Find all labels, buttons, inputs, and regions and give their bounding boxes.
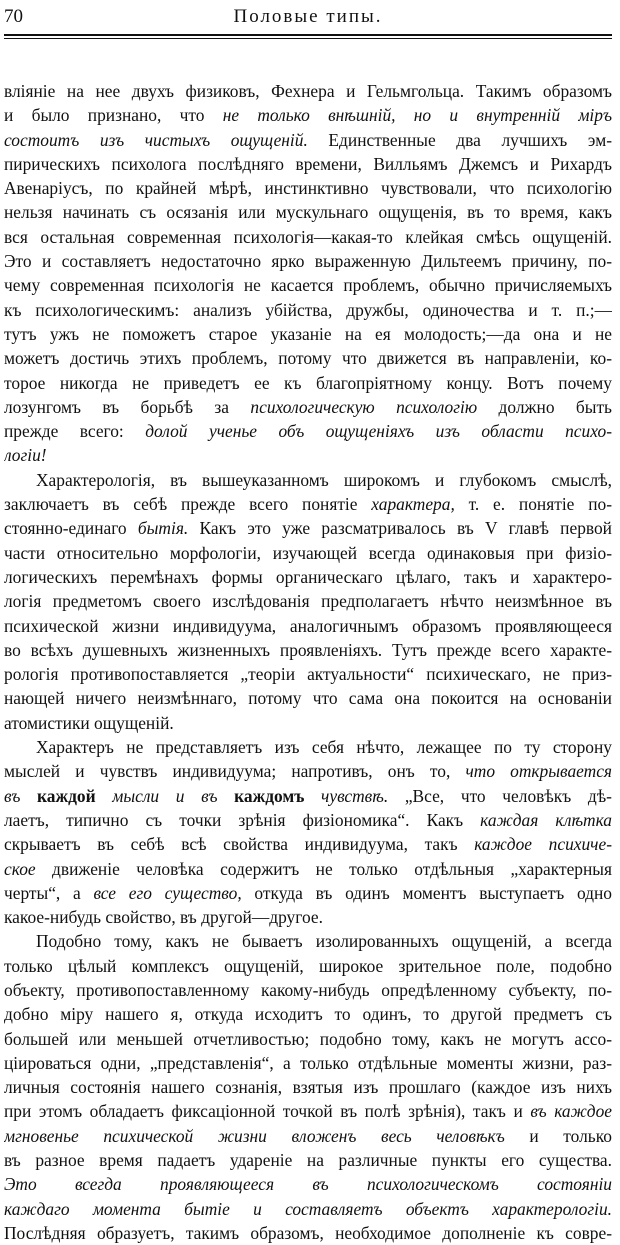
text-run: и только	[504, 1125, 612, 1146]
text-line	[4, 881, 612, 905]
italic-text: мгновенье психической жизни вложенъ весь человѣкъ	[4, 1125, 505, 1146]
text-line	[4, 832, 612, 856]
text-run: торое никогда не приведетъ ее къ благопріятному концу. Вотъ почему	[4, 372, 612, 393]
text-line	[4, 516, 612, 540]
text-run: Характерологія, въ вышеуказанномъ широкомъ и глубокомъ смыслѣ,	[36, 469, 612, 490]
text-run: чему современная психологія не касается проблемъ, обычно причисляемыхъ	[4, 275, 612, 296]
text-run: большей или меньшей отчетливостью; подобно тому, какъ не могутъ ассо-	[4, 1028, 612, 1049]
page-number: 70	[4, 6, 23, 27]
text-line	[4, 492, 612, 516]
text-run: только цѣлый комплексъ ощущеній, широкое зрительное поле, подобно	[4, 955, 612, 976]
italic-text: ское	[4, 858, 36, 879]
text-run: личныя состоянія нашего сознанія, взятыя изъ прошлаго (каждое изъ нихъ	[4, 1077, 612, 1098]
text-line	[4, 1027, 612, 1051]
text-run: вліяніе на нее двухъ физиковъ, Фехнера и Гельмгольца. Такимъ образомъ	[4, 81, 612, 101]
running-header	[4, 4, 612, 30]
text-run: движеніе человѣка содержитъ не только отдѣльныя „характерныя	[35, 858, 612, 879]
text-run: прежде всего:	[4, 421, 146, 442]
text-run: нающей ничего неизмѣннаго, потому что сама она покоится на основаніи	[4, 688, 612, 709]
body-text	[4, 79, 612, 1245]
text-line	[4, 857, 612, 881]
italic-text: не только внѣшній, но и внутренній міръ	[222, 105, 612, 126]
italic-text: въ каждое	[530, 1101, 612, 1122]
italic-text: характера,	[371, 494, 455, 515]
text-line	[4, 419, 612, 443]
text-run: можетъ достичь этихъ проблемъ, потому что движется въ направленіи, ко-	[4, 348, 612, 369]
text-line	[4, 395, 612, 419]
running-title: Половые типы.	[233, 6, 383, 27]
italic-text: каждая клѣтка	[480, 809, 612, 830]
text-run: логическихъ перемѣнахъ формы органическаго цѣлаго, такъ и характеро-	[4, 566, 612, 587]
text-line	[4, 978, 612, 1002]
text-line	[4, 1099, 612, 1123]
text-line	[4, 128, 612, 152]
italic-text: все его существо,	[93, 882, 242, 903]
text-line	[4, 1051, 612, 1075]
text-run: атомистики ощущеній.	[4, 712, 174, 733]
text-run: части относительно морфологіи, изучающей всегда одинаковыя при физіо-	[4, 542, 612, 563]
text-line	[4, 103, 612, 127]
text-line	[4, 1148, 612, 1172]
text-run: мыслей и чувствъ индивидуума; напротивъ, онъ то,	[4, 761, 466, 782]
text-line	[4, 1221, 612, 1245]
text-run: откуда въ одинъ моментъ выступаетъ одно	[241, 882, 612, 903]
italic-text: каждаго момента бытіе и составляетъ объектъ характерологіи.	[4, 1198, 612, 1219]
text-line	[4, 322, 612, 346]
text-run: Какъ это уже разсматривалось въ V главѣ первой	[188, 518, 612, 539]
text-line	[4, 929, 612, 953]
header-rule-thick	[4, 34, 612, 36]
text-run: и было признано, что	[4, 105, 223, 126]
text-line	[4, 152, 612, 176]
text-line	[4, 371, 612, 395]
italic-text: въ	[4, 785, 38, 806]
text-run: лозунгомъ въ борьбѣ за	[4, 396, 251, 417]
text-run: нельзя начинать съ осязанія или мускульнаго ощущенія, въ то время, какъ	[4, 202, 612, 223]
text-line	[4, 711, 612, 735]
text-run: какое-нибудь свойство, въ другой—другое.	[4, 907, 323, 928]
text-line	[4, 905, 612, 929]
text-run: т. е. понятіе по-	[454, 494, 612, 515]
text-run: Послѣдняя образуетъ, такимъ образомъ, необходимое дополненіе къ совре-	[4, 1222, 612, 1243]
text-line	[4, 589, 612, 613]
text-run: добно міру нашего я, откуда исходитъ то одинъ, то другой предметъ съ	[4, 1004, 612, 1025]
text-run: заключаетъ въ себѣ прежде всего понятіе	[4, 494, 372, 515]
text-line	[4, 346, 612, 370]
text-line	[4, 298, 612, 322]
text-line	[4, 468, 612, 492]
text-line	[4, 273, 612, 297]
text-line	[4, 638, 612, 662]
text-line	[4, 759, 612, 783]
text-run: скрываетъ въ себѣ всѣ свойства индивидуума, такъ	[4, 834, 475, 855]
italic-text: что открывается	[465, 761, 612, 782]
text-run: психической жизни индивидуума, аналогичнымъ образомъ проявляющееся	[4, 615, 612, 636]
text-line	[4, 735, 612, 759]
text-run: черты“, а	[4, 882, 94, 903]
text-run: должно быть	[477, 396, 612, 417]
text-run: къ психологическимъ: анализъ убійства, дружбы, одиночества и т. п.;—	[4, 299, 612, 320]
text-run: логія предметомъ своего изслѣдованія предполагаетъ нѣчто неизмѣнное въ	[4, 591, 612, 612]
italic-text: каждое психиче-	[474, 834, 612, 855]
text-line	[4, 614, 612, 638]
italic-text: мысли и въ	[95, 785, 235, 806]
text-run: Характеръ не представляетъ изъ себя нѣчто, лежащее по ту сторону	[36, 737, 612, 758]
text-line	[4, 79, 612, 103]
text-line	[4, 1002, 612, 1026]
bold-text: каждой	[37, 785, 96, 806]
text-line	[4, 176, 612, 200]
text-run: Авенаріусъ, по крайней мѣрѣ, инстинктивно чувствовали, что психологію	[4, 178, 612, 199]
header-rule-thin	[4, 38, 612, 39]
text-line	[4, 954, 612, 978]
italic-text: чувствѣ.	[304, 785, 389, 806]
text-line	[4, 1124, 612, 1148]
italic-text: состоитъ изъ чистыхъ ощущеній.	[4, 129, 308, 150]
text-run: при этомъ обладаетъ фиксаціонной точкой въ полѣ зрѣнія), такъ и	[4, 1101, 531, 1122]
italic-text: логіи!	[4, 445, 47, 466]
text-run: стоянно-единаго	[4, 518, 138, 539]
text-line	[4, 686, 612, 710]
text-line	[4, 443, 612, 467]
text-run: „Все, что человѣкъ дѣ-	[388, 785, 612, 806]
text-run: вся остальная современная психологія—какая-то клейкая смѣсь ощущеній.	[4, 226, 612, 247]
italic-text: Это всегда проявляющееся въ психологическомъ состояніи	[4, 1174, 612, 1195]
text-run: во всѣхъ душевныхъ жизненныхъ проявленіяхъ. Тутъ прежде всего характе-	[4, 639, 612, 660]
text-line	[4, 784, 612, 808]
text-run: пирическихъ психолога послѣдняго времени, Вилльямъ Джемсъ и Рихардъ	[4, 153, 612, 174]
text-line	[4, 565, 612, 589]
text-line	[4, 808, 612, 832]
text-line	[4, 249, 612, 273]
text-run: Подобно тому, какъ не бываетъ изолированныхъ ощущеній, а всегда	[36, 931, 612, 952]
text-line	[4, 200, 612, 224]
text-run: тутъ ужъ не поможетъ старое указаніе на ея молодость;—да она и не	[4, 323, 612, 344]
text-run: лаетъ, типично съ точки зрѣнія физіономика“. Какъ	[4, 809, 481, 830]
text-run: въ разное время падаетъ удареніе на различные пункты его существа.	[4, 1150, 612, 1171]
text-line	[4, 225, 612, 249]
text-line	[4, 662, 612, 686]
text-run: Это и составляетъ недостаточно ярко выраженную Дильтеемъ причину, по-	[4, 251, 612, 272]
text-run: ціироваться одни, „представленія“, а только отдѣльные моменты жизни, раз-	[4, 1052, 612, 1073]
italic-text: бытія.	[137, 518, 189, 539]
text-run: рологія противопоставляется „теоріи актуальности“ психическаго, не приз-	[4, 664, 612, 685]
italic-text: долой ученье объ ощущеніяхъ изъ области психо-	[145, 421, 612, 442]
text-line	[4, 1172, 612, 1196]
bold-text: каждомъ	[234, 785, 305, 806]
text-run: Единственные два лучшихъ эм-	[307, 129, 612, 150]
text-run: объекту, противопоставленному какому-нибудь опредѣленному субъекту, по-	[4, 979, 612, 1000]
italic-text: психологическую психологію	[250, 396, 478, 417]
text-line	[4, 1197, 612, 1221]
text-line	[4, 541, 612, 565]
